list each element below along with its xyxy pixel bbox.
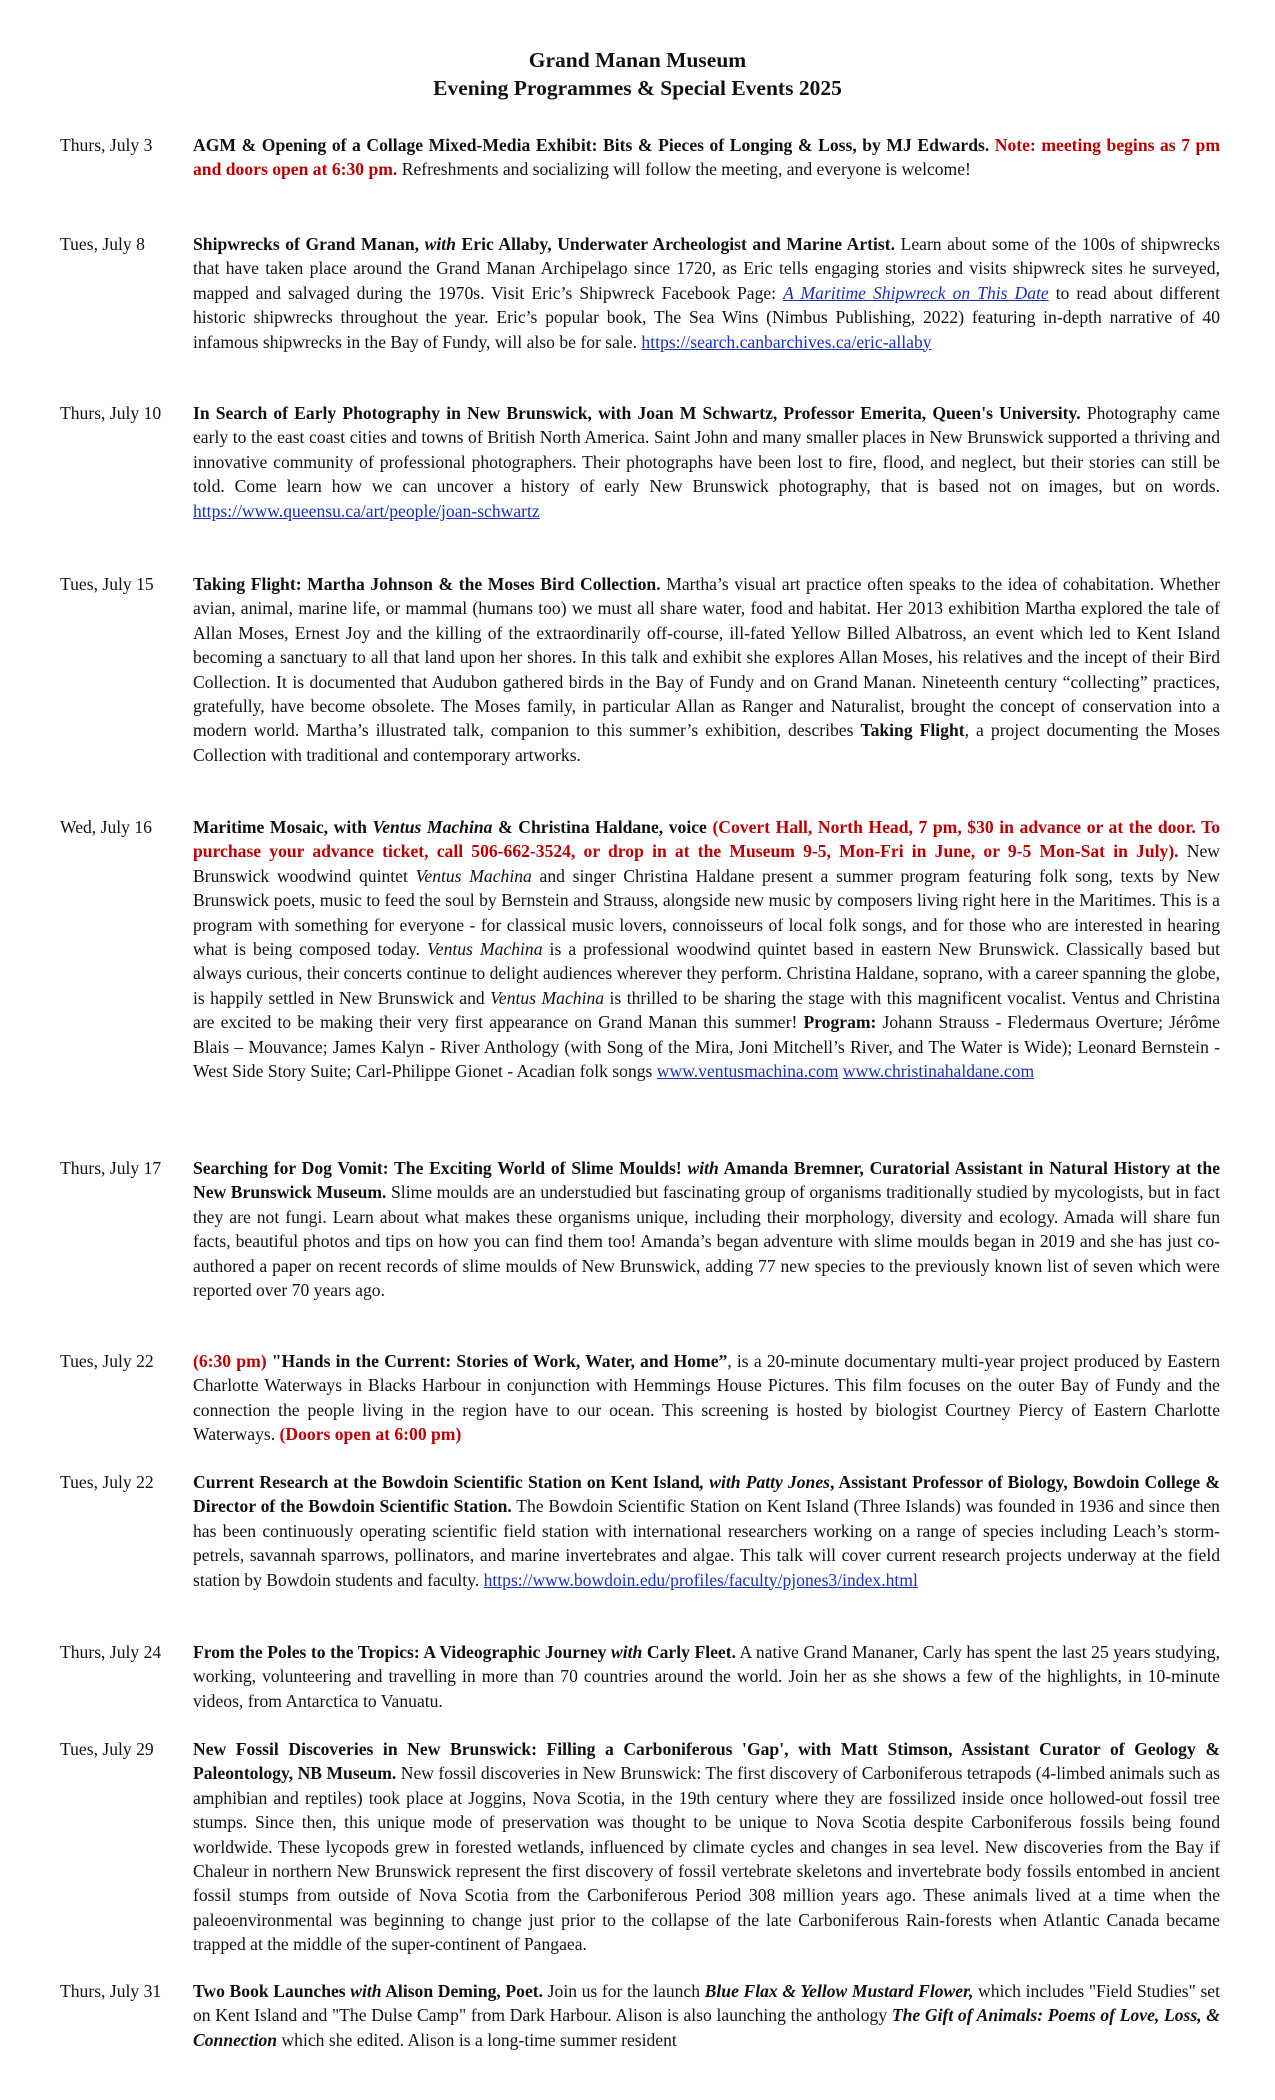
event-text: Join us for the launch xyxy=(543,1981,705,2001)
event-title: In Search of Early Photography in New Brunswick, with Joan M Schwartz, Professor Emerita, Queen's University. xyxy=(193,403,1081,423)
header-title: Grand Manan Museum xyxy=(528,48,747,72)
event-title-part: Current Research at the Bowdoin Scientific Station on Kent Island xyxy=(193,1472,700,1492)
event-text: Johann Strauss - Fledermaus Overture; Jérôme Blais – Mouvance; James Kalyn - River Anthology (with Song of the Mira, Joni Mitchell’s River, and The Water is Wide); Leonard Bernstein - West Side Story Suite; Carl-Philippe Gionet - Acadian folk songs xyxy=(193,1012,1220,1082)
ensemble-name: Ventus Machina xyxy=(372,817,493,837)
event-date: Thurs, July 24 xyxy=(60,1642,162,1662)
event-text: is a professional woodwind quintet based in eastern New Brunswick. Classically based but always curious, their concerts continue to delight audiences wherever they perform. Christina Haldane, soprano, with a career spanning the globe, is happily settled in New Brunswick and xyxy=(193,939,1221,1008)
event-title xyxy=(193,1642,736,1662)
event-text: Learn about some of the 100s of shipwrecks that have taken place around the Grand Manan Archipelago since 1720, as Eric tells engaging stories and visits shipwreck sites he surveyed, mapped and salvaged during the 1970s. Visit Eric’s Shipwreck Facebook Page: xyxy=(193,234,1221,303)
event-title-with: with xyxy=(350,1981,382,2001)
website-link[interactable]: https://www.queensu.ca/art/people/joan-schwartz xyxy=(193,500,540,521)
doors-info: (Doors open at 6:00 pm) xyxy=(279,1424,462,1445)
event-description xyxy=(193,232,1220,354)
event-title-part: Amanda Bremner, Curatorial Assistant in Natural History at the New Brunswick Museum. xyxy=(193,1158,1221,1203)
event-title-part: & Christina Haldane, voice xyxy=(492,817,713,837)
event-title-part: Searching for Dog Vomit: The Exciting World of Slime Moulds! xyxy=(193,1158,688,1178)
event-title xyxy=(193,234,895,254)
event-description xyxy=(193,815,1220,1083)
event-date: Thurs, July 10 xyxy=(60,403,162,423)
event-title: Taking Flight: Martha Johnson & the Moses Bird Collection. xyxy=(193,574,661,594)
event-text: is thrilled to be sharing the stage with this magnificent vocalist. Ventus and Christina are excited to be making their very first appearance on Grand Manan this summer! xyxy=(193,987,1221,1033)
event-title-with: with xyxy=(424,234,456,254)
event-text: Photography came early to the east coast cities and towns of British North America. Saint John and many smaller places in New Brunswick supported a thriving and innovative community of professional photographers. Their photographs have been lost to fire, flood, and neglect, but their stories can still be told. Come learn how we can uncover a history of early New Brunswick photography, that is based not on images, but on words. xyxy=(193,403,1220,497)
event-title xyxy=(193,817,712,837)
event-title-part: Maritime Mosaic, with xyxy=(193,817,373,837)
event-date: Wed, July 16 xyxy=(60,817,152,837)
event-date: Tues, July 22 xyxy=(60,1351,154,1371)
event-text: which she edited. Alison is a long-time summer resident xyxy=(277,2029,677,2050)
event-title-part: , Assistant Professor of Biology, Bowdoin College & Director of the Bowdoin Scientific Station. xyxy=(193,1472,1220,1517)
page-header xyxy=(0,46,1275,102)
exhibition-name: Taking Flight xyxy=(860,720,965,741)
event-title: AGM & Opening of a Collage Mixed-Media Exhibit: Bits & Pieces of Longing & Loss, by MJ Edwards. xyxy=(193,135,990,155)
event-date: Tues, July 15 xyxy=(60,574,154,594)
event-date: Thurs, July 3 xyxy=(60,135,153,155)
event-date: Tues, July 8 xyxy=(60,234,145,254)
event-title-with: , with Patty Jones xyxy=(699,1472,830,1492)
event-description xyxy=(193,1470,1220,1592)
event-title-with: with xyxy=(611,1642,643,1662)
book-title: The Gift of Animals: Poems of Love, Loss, & Connection xyxy=(193,2005,1220,2050)
ensemble-name: Ventus Machina xyxy=(415,865,532,886)
event-date: Tues, July 29 xyxy=(60,1739,154,1759)
website-link[interactable]: www.ventusmachina.com xyxy=(656,1061,839,1082)
event-text: , a project documenting the Moses Collection with traditional and contemporary artworks. xyxy=(193,720,1220,765)
facebook-page-link[interactable]: A Maritime Shipwreck on This Date xyxy=(783,282,1049,303)
event-text: Refreshments and socializing will follow the meeting, and everyone is welcome! xyxy=(397,159,971,180)
header-subtitle: Evening Programmes & Special Events 2025 xyxy=(433,76,842,100)
event-text: Slime moulds are an understudied but fascinating group of organisms traditionally studied by mycologists, but in fact they are not fungi. Learn about what makes these organisms unique, including their morphology, diversity and ecology. Amada will share fun facts, beautiful photos and tips on how you can find them too! Amanda’s began adventure with slime moulds began in 2019 and she has just co-authored a paper on recent records of slime moulds of New Brunswick, adding 77 new species to the previously known list of seven which were reported over 70 years ago. xyxy=(193,1182,1220,1301)
ensemble-name: Ventus Machina xyxy=(426,939,543,960)
website-link[interactable]: https://search.canbarchives.ca/eric-allaby xyxy=(641,331,932,352)
book-title: Blue Flax & Yellow Mustard Flower, xyxy=(704,1981,974,2001)
event-title: "Hands in the Current: Stories of Work, Water, and Home” xyxy=(266,1351,728,1371)
event-text: which includes "Field Studies" set on Kent Island and "The Dulse Camp" from Dark Harbour. Alison is also launching the anthology xyxy=(193,1981,1220,2026)
event-title: New Fossil Discoveries in New Brunswick: Filling a Carboniferous 'Gap', with Matt Stimson, Assistant Curator of Geology & Paleontology, NB Museum. xyxy=(193,1739,1220,1784)
event-note: Note: meeting begins as 7 pm and doors open at 6:30 pm. xyxy=(193,135,1220,180)
event-date: Thurs, July 17 xyxy=(60,1158,162,1178)
event-text: New fossil discoveries in New Brunswick: The first discovery of Carboniferous tetrapods (4-limbed animals such as amphibian and reptiles) took place at Joggins, Nova Scotia, in the 19th century where they are fossilized inside once hollowed-out fossil tree stumps. Since then, this unique mode of preservation was thought to be unique to Nova Scotia despite Carboniferous fossils being found worldwide. These lycopods grew in forested wetlands, influenced by climate cycles and changes in sea level. New discoveries from the Bay if Chaleur in northern New Brunswick represent the first discovery of fossil vertebrate skeletons and invertebrate body fossils entombed in ancient fossil stumps from outside of Nova Scotia from the Carboniferous Period 308 million years ago. These animals lived at a time when the paleoenvironmental was beginning to change just prior to the collapse of the late Carboniferous Rain-forests when Atlantic Canada became trapped at the middle of the super-continent of Pangaea. xyxy=(193,1763,1220,1955)
event-description xyxy=(193,1156,1220,1302)
event-description xyxy=(193,133,1220,182)
event-title-part: Alison Deming, Poet. xyxy=(381,1981,544,2001)
ensemble-name: Ventus Machina xyxy=(490,987,605,1008)
event-title xyxy=(193,1981,543,2001)
event-date: Tues, July 22 xyxy=(60,1472,154,1492)
event-text: and singer Christina Haldane present a summer program featuring folk song, texts by New Brunswick poets, music to feed the soul by Bernstein and Strauss, alongside new music by composers living right here in the Maritimes. This is a program with something for everyone - for classical music lovers, connoisseurs of local folk songs, and for those who are interested in hearing what is being composed today. xyxy=(193,865,1221,960)
event-title-part: From the Poles to the Tropics: A Videographic Journey xyxy=(193,1642,612,1662)
event-text: to read about different historic shipwrecks throughout the year. Eric’s popular book, The Sea Wins (Nimbus Publishing, 2022) featuring in-depth narrative of 40 infamous shipwrecks in the Bay of Fundy, will also be for sale. xyxy=(193,282,1220,352)
event-title-part: Carly Fleet. xyxy=(642,1642,736,1662)
event-text: New Brunswick woodwind quintet xyxy=(193,841,1221,886)
event-title-with: with xyxy=(687,1158,719,1178)
event-text: The Bowdoin Scientific Station on Kent Island (Three Islands) was founded in 1936 and since then has been continuously operating scientific field station with international researchers working on a range of species including Leach’s storm-petrels, savannah sparrows, pollinators, and marine invertebrates and algae. This talk will cover current research projects underway at the field station by Bowdoin students and faculty. xyxy=(193,1496,1220,1590)
event-description xyxy=(193,572,1220,767)
event-time: (6:30 pm) xyxy=(193,1351,267,1371)
event-title-part: Eric Allaby, Underwater Archeologist and Marine Artist. xyxy=(455,234,896,254)
event-description xyxy=(193,1349,1220,1447)
program-label: Program: xyxy=(803,1012,877,1033)
event-description xyxy=(193,1979,1220,2052)
ticket-info: (Covert Hall, North Head, 7 pm, $30 in advance or at the door. To purchase your advance ticket, call 506-662-3524, or drop in at the Museum 9-5, Mon-Fri in June, or 9-5 Mon-Sat in July). xyxy=(193,817,1220,862)
website-link[interactable]: www.christinahaldane.com xyxy=(842,1061,1035,1082)
event-text: , is a 20-minute documentary multi-year project produced by Eastern Charlotte Waterways in Blacks Harbour in conjunction with Hemmings House Pictures. This film focuses on the outer Bay of Fundy and the connection the people living in the region have to our ocean. This screening is hosted by biologist Courtney Piercy of Eastern Charlotte Waterways. xyxy=(193,1351,1220,1445)
event-description xyxy=(193,401,1220,523)
event-description xyxy=(193,1640,1220,1713)
event-title-part: Two Book Launches xyxy=(193,1981,351,2001)
event-description xyxy=(193,1737,1220,1957)
event-text: Martha’s visual art practice often speaks to the idea of cohabitation. Whether avian, animal, marine life, or mammal (humans too) we must all share water, food and habitat. Her 2013 exhibition Martha explored the tale of Allan Moses, Ernest Joy and the killing of the extraordinarily off-course, ill-fated Yellow Billed Albatross, an event which led to Kent Island becoming a sanctuary to all that land upon her shores. In this talk and exhibit she explores Allan Moses, his relatives and the incept of their Bird Collection. It is documented that Audubon gathered birds in the Bay of Fundy and on Grand Manan. Nineteenth century “collecting” practices, gratefully, have become obsolete. The Moses family, in particular Allan as Ranger and Naturalist, brought the concept of conservation into a modern world. Martha’s illustrated talk, companion to this summer’s exhibition, describes xyxy=(193,574,1221,741)
website-link[interactable]: https://www.bowdoin.edu/profiles/faculty/pjones3/index.html xyxy=(483,1569,918,1590)
event-title-part: Shipwrecks of Grand Manan, xyxy=(193,234,425,254)
event-date: Thurs, July 31 xyxy=(60,1981,162,2001)
event-text: A native Grand Mananer, Carly has spent the last 25 years studying, working, volunteering and travelling in more than 70 countries around the world. Join her as she shows a few of the highlights, in 10-minute videos, from Antarctica to Vanuatu. xyxy=(193,1642,1220,1711)
